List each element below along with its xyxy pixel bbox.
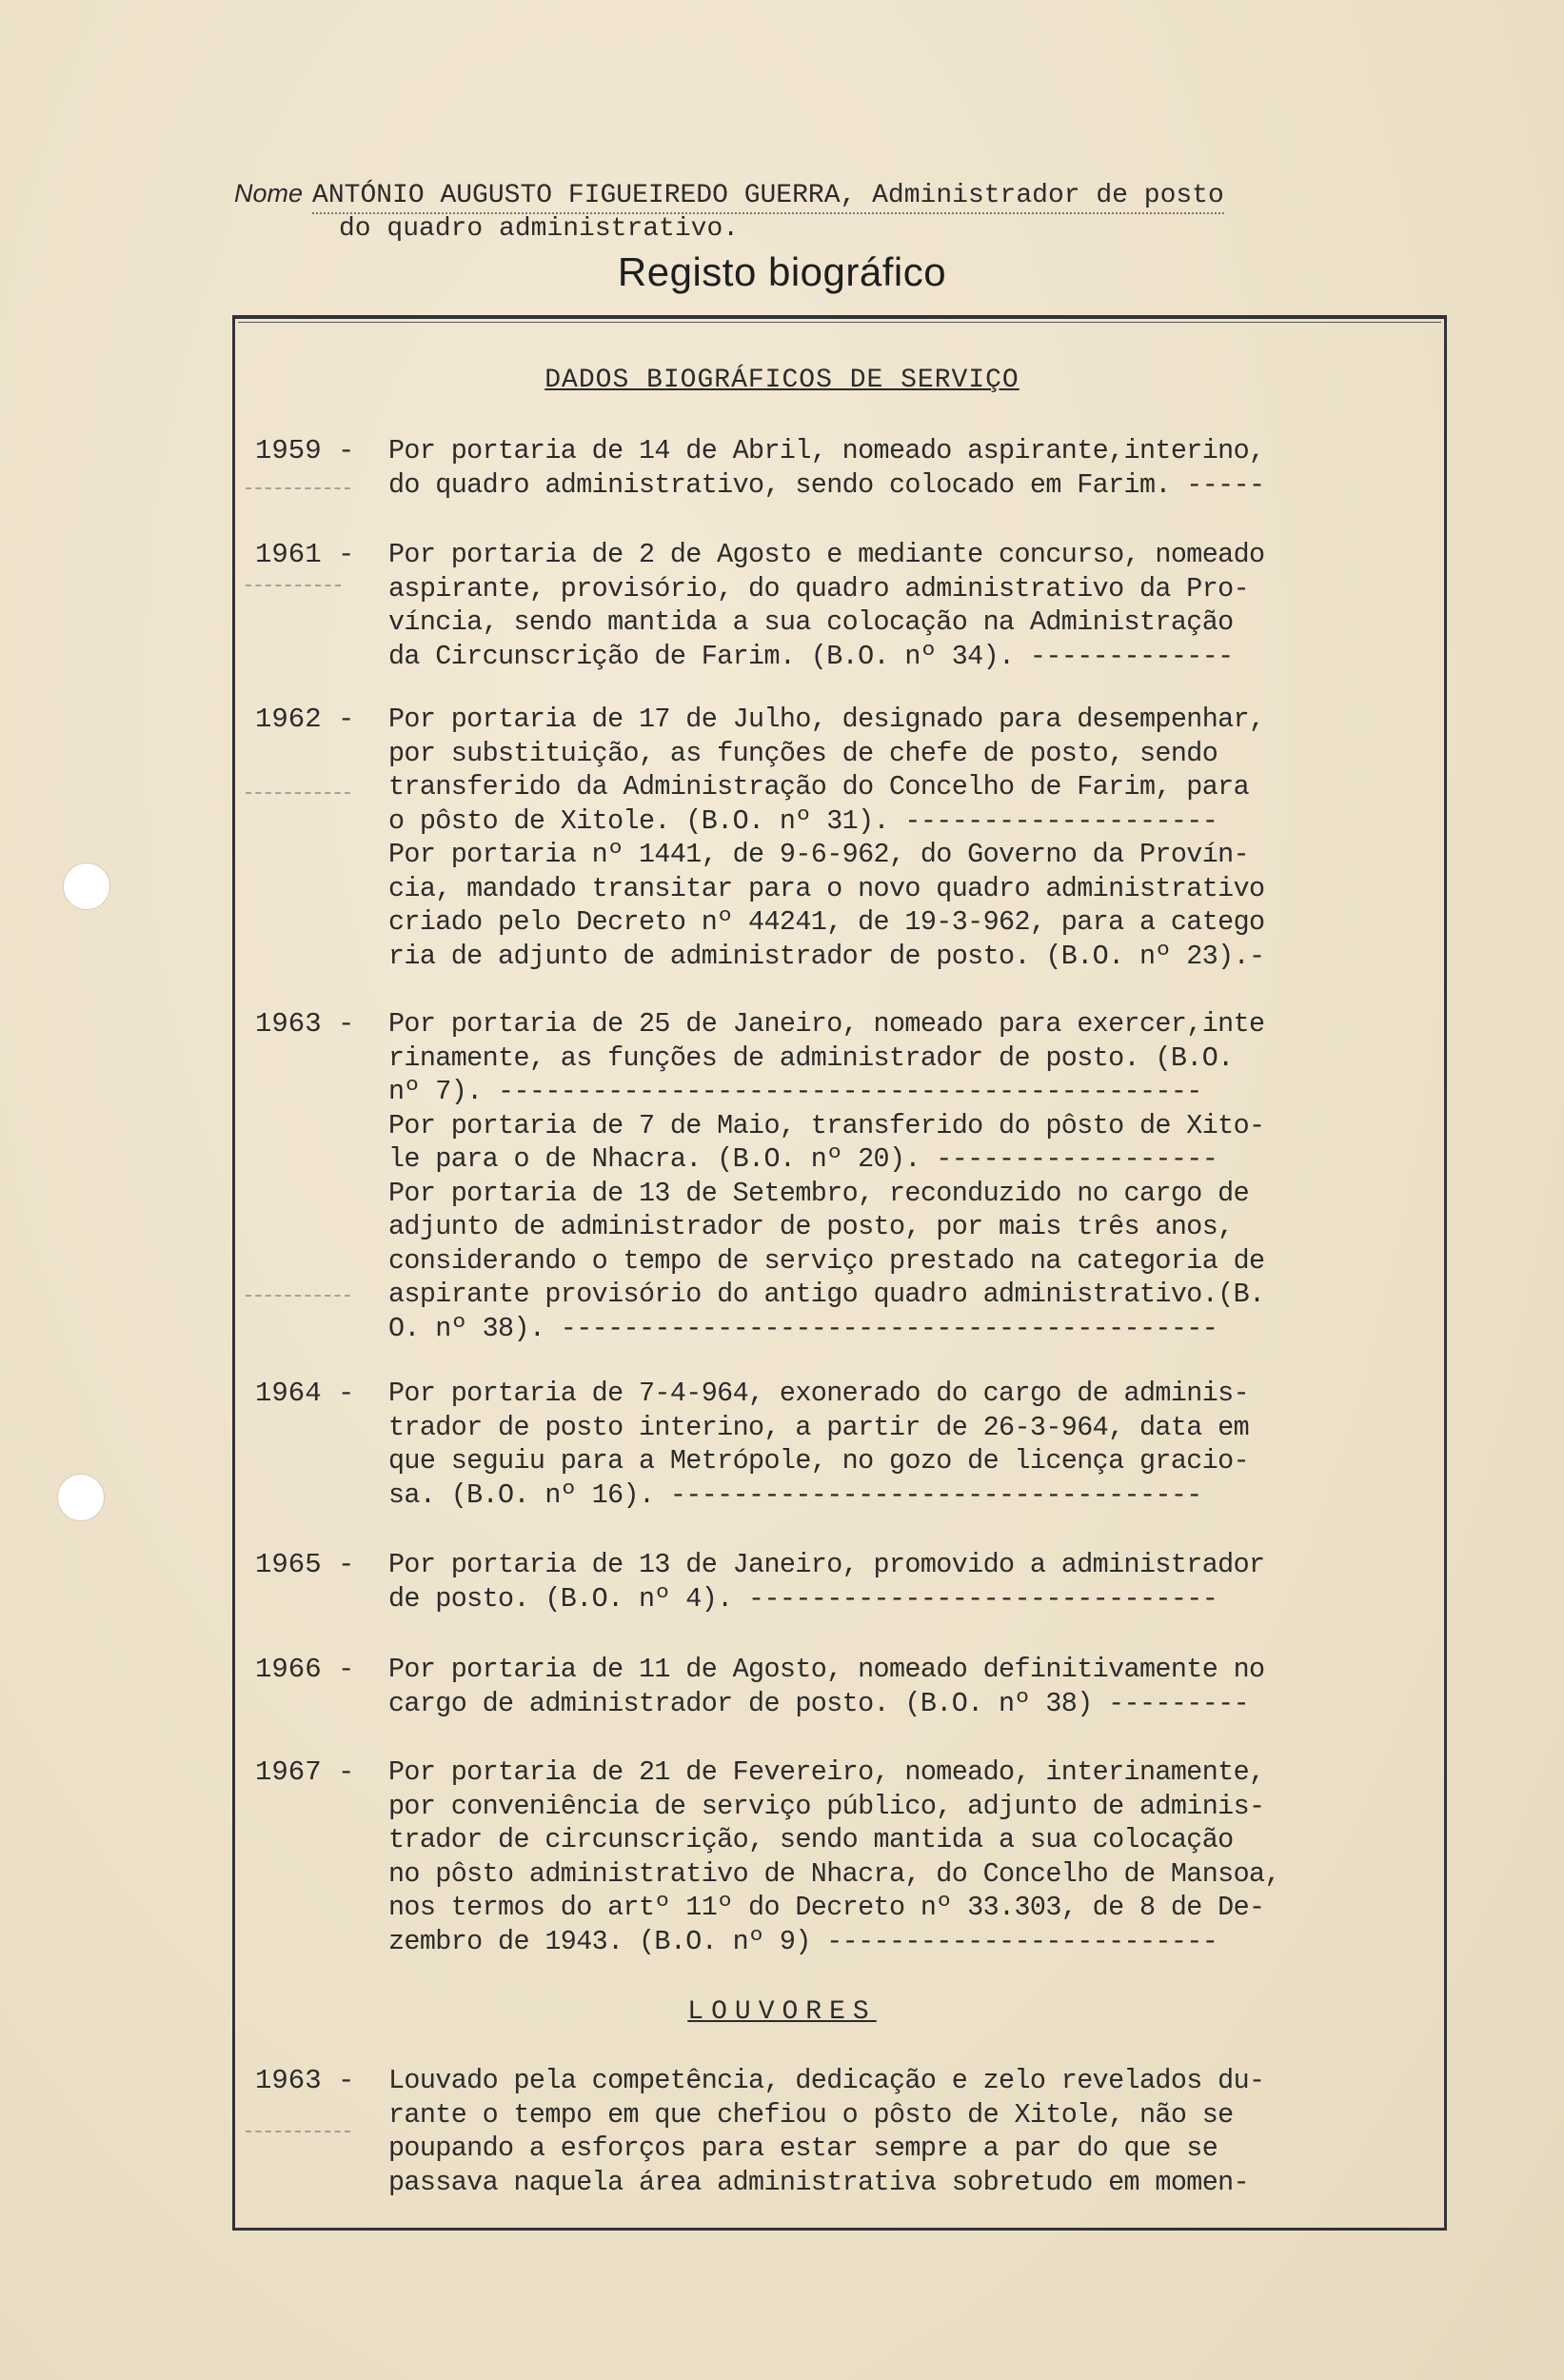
margin-dash-mark: [246, 585, 341, 586]
entry-year: 1961 -: [255, 539, 355, 570]
punch-hole-top: [63, 863, 110, 910]
entry-year: 1967 -: [255, 1756, 355, 1788]
entry-text: Por portaria de 17 de Julho, designado para desempenhar, por substituição, as funções de chefe de posto, sendo transferido da Administração do Concelho de Farim, para o pôsto de Xitole. (B.O. nº 31). -------------------- Por portaria nº 1441, de 9-6-962, do Governo da Provín- cia, mandado transitar para o novo quadro administrativo criado pelo Decreto nº 44241, de 19-3-962, para a catego ria de adjunto de administrador de posto. (B.O. nº 23).-: [388, 704, 1265, 972]
entry-text: Por portaria de 14 de Abril, nomeado aspirante,interino, do quadro administrativo, sendo colocado em Farim. -----: [388, 435, 1265, 501]
margin-dash-mark: [246, 487, 350, 489]
punch-hole-bottom: [57, 1474, 105, 1521]
entry-year: 1963 -: [255, 1008, 355, 1040]
entry-year: 1962 -: [255, 704, 355, 735]
entry-text: Por portaria de 13 de Janeiro, promovido a administrador de posto. (B.O. nº 4). ------------------------------: [388, 1549, 1265, 1615]
entry-text: Por portaria de 21 de Fevereiro, nomeado, interinamente, por conveniência de serviço público, adjunto de adminis- trador de circunscrição, sendo mantida a sua colocação no pôsto administrativo de Nhacra, do Concelho de Mansoa, nos termos do artº 11º do Decreto nº 33.303, de 8 de De- zembro de 1943. (B.O. nº 9) -------------------------: [388, 1756, 1280, 1957]
document-title: Registo biográfico: [617, 249, 947, 294]
name-label: Nome: [234, 179, 304, 208]
name-value: ANTÓNIO AUGUSTO FIGUEIREDO GUERRA, Administrador de posto: [312, 181, 1224, 214]
entry-text: Por portaria de 7-4-964, exonerado do cargo de adminis- trador de posto interino, a partir de 26-3-964, data em que seguiu para a Metrópole, no gozo de licença gracio- sa. (B.O. nº 16). ----------------------------------: [388, 1378, 1250, 1511]
entry-text: Por portaria de 2 de Agosto e mediante concurso, nomeado aspirante, provisório, do quadro administrativo da Pro- víncia, sendo mantida a sua colocação na Administração da Circunscrição de Farim. (B.O. nº 34). -------------: [388, 539, 1265, 672]
entry-year: 1959 -: [255, 435, 355, 466]
name-continuation: do quadro administrativo.: [339, 214, 740, 244]
entry-text: Por portaria de 11 de Agosto, nomeado definitivamente no cargo de administrador de posto. (B.O. nº 38) ---------: [388, 1654, 1265, 1719]
frame-inner-rule: [238, 322, 1441, 323]
margin-dash-mark: [246, 2131, 350, 2132]
margin-dash-mark: [246, 792, 350, 794]
margin-dash-mark: [246, 1295, 350, 1297]
entry-text: Por portaria de 25 de Janeiro, nomeado para exercer,inte rinamente, as funções de administrador de posto. (B.O. nº 7). --------------------------------------------- Por portaria de 7 de Maio, transferido do pôsto de Xito- le para o de Nhacra. (B.O. nº 20). ------------------ Por portaria de 13 de Setembro, reconduzido no cargo de adjunto de administrador de posto, por mais três anos, considerando o tempo de serviço prestado na categoria de aspirante provisório do antigo quadro administrativo.(B. O. nº 38). ------------------------------------------: [388, 1008, 1265, 1344]
name-line: [234, 177, 1453, 212]
entry-year: 1965 -: [255, 1549, 355, 1580]
entry-year: 1964 -: [255, 1378, 355, 1409]
entry-text: Louvado pela competência, dedicação e zelo revelados du- rante o tempo em que chefiou o pôsto de Xitole, não se poupando a esforços para estar sempre a par do que se passava naquela área administrativa sobretudo em momen-: [388, 2065, 1265, 2198]
entry-year: 1963 -: [255, 2065, 355, 2096]
louvores-section-heading: LOUVORES: [687, 1997, 877, 2027]
entry-year: 1966 -: [255, 1654, 355, 1685]
service-section-heading: DADOS BIOGRÁFICOS DE SERVIÇO: [544, 366, 1020, 395]
